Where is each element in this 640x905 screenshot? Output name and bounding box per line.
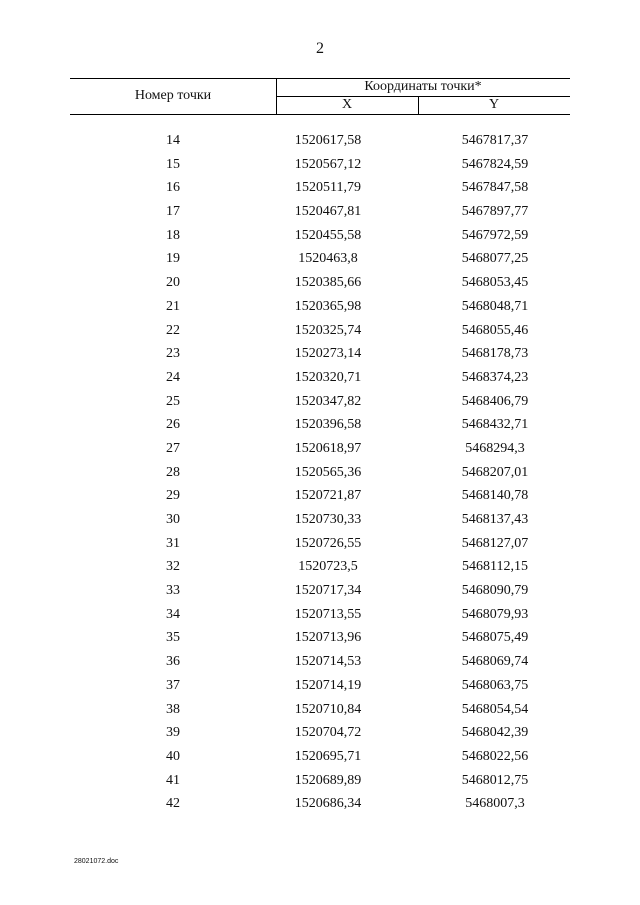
file-name-footer: 28021072.doc [74, 858, 119, 865]
y-coordinate-cell: 5468069,74 [461, 654, 529, 670]
table-row [0, 202, 640, 226]
table-row [0, 486, 640, 510]
y-coordinate-cell: 5468077,25 [461, 251, 529, 267]
point-number-cell: 31 [166, 535, 180, 551]
x-coordinate-cell: 1520565,36 [294, 464, 362, 480]
x-coordinate-cell: 1520689,89 [294, 772, 362, 788]
y-coordinate-cell: 5468022,56 [461, 748, 529, 764]
y-coordinate-cell: 5468112,15 [462, 559, 528, 575]
x-coordinate-cell: 1520710,84 [294, 701, 362, 717]
x-coordinate-cell: 1520721,87 [294, 488, 362, 504]
point-number-cell: 28 [166, 464, 180, 480]
table-row [0, 297, 640, 321]
table-row [0, 652, 640, 676]
table-row [0, 368, 640, 392]
coordinates-table-body [0, 131, 640, 818]
table-row [0, 415, 640, 439]
x-coordinate-cell: 1520347,82 [294, 393, 362, 409]
table-row [0, 249, 640, 273]
x-coordinate-cell: 1520704,72 [294, 725, 362, 741]
y-coordinate-cell: 5468207,01 [461, 464, 529, 480]
point-number-cell: 14 [166, 133, 180, 148]
table-row [0, 155, 640, 179]
table-row [0, 463, 640, 487]
table-row [0, 723, 640, 747]
table-row [0, 131, 640, 155]
x-coordinate-cell: 1520713,55 [294, 606, 362, 622]
x-coordinate-cell: 1520717,34 [294, 583, 362, 599]
table-row [0, 392, 640, 416]
point-number-cell: 37 [166, 677, 180, 693]
x-coordinate-cell: 1520567,12 [294, 156, 362, 172]
y-coordinate-cell: 5468406,79 [461, 393, 529, 409]
point-number-cell: 22 [166, 322, 180, 338]
y-coordinate-cell: 5468007,3 [465, 796, 525, 812]
x-coordinate-cell: 1520325,74 [294, 322, 362, 338]
table-row [0, 676, 640, 700]
y-coordinate-cell: 5468374,23 [461, 369, 529, 385]
page-number: 2 [316, 40, 324, 57]
x-coordinate-cell: 1520463,8 [298, 251, 358, 267]
table-row [0, 581, 640, 605]
table-row [0, 178, 640, 202]
point-number-cell: 23 [166, 346, 180, 362]
point-number-cell: 40 [166, 748, 180, 764]
y-coordinate-cell: 5468079,93 [461, 606, 529, 622]
y-coordinate-cell: 5467847,58 [461, 180, 529, 196]
point-number-cell: 33 [166, 583, 180, 599]
y-coordinate-cell: 5468432,71 [461, 417, 529, 433]
y-column-header: Y [488, 97, 500, 112]
y-coordinate-cell: 5468137,43 [461, 512, 529, 527]
point-number-cell: 30 [166, 512, 180, 527]
point-number-cell: 16 [166, 180, 180, 196]
point-number-cell: 39 [166, 725, 180, 741]
x-coordinate-cell: 1520686,34 [294, 796, 362, 812]
y-coordinate-cell: 5467972,59 [461, 227, 529, 243]
point-number-cell: 34 [166, 606, 180, 622]
table-row [0, 605, 640, 629]
x-column-header: X [341, 97, 353, 112]
point-number-cell: 35 [166, 630, 180, 646]
y-coordinate-cell: 5468063,75 [461, 677, 529, 693]
x-coordinate-cell: 1520714,53 [294, 654, 362, 670]
x-coordinate-cell: 1520726,55 [294, 535, 362, 551]
y-coordinate-cell: 5468294,3 [465, 440, 525, 456]
point-number-cell: 18 [166, 227, 180, 243]
x-coordinate-cell: 1520365,98 [294, 298, 362, 314]
table-row [0, 771, 640, 795]
point-number-cell: 38 [166, 701, 180, 717]
x-coordinate-cell: 1520385,66 [294, 275, 362, 291]
point-number-cell: 15 [166, 156, 180, 172]
y-coordinate-cell: 5468055,46 [461, 322, 529, 338]
point-number-cell: 41 [166, 772, 180, 788]
table-row [0, 534, 640, 558]
x-coordinate-cell: 1520320,71 [294, 369, 362, 385]
y-coordinate-cell: 5468048,71 [461, 298, 529, 314]
table-row [0, 700, 640, 724]
point-number-cell: 24 [166, 369, 180, 385]
x-coordinate-cell: 1520713,96 [294, 630, 362, 646]
x-coordinate-cell: 1520618,97 [294, 440, 362, 456]
y-coordinate-cell: 5467824,59 [461, 156, 529, 172]
point-number-header: Номер точки [134, 88, 212, 103]
table-row [0, 439, 640, 463]
point-number-cell: 32 [166, 559, 180, 575]
table-row [0, 557, 640, 581]
coordinates-header: Координаты точки* [364, 79, 482, 94]
y-coordinate-cell: 5468075,49 [461, 630, 529, 646]
x-coordinate-cell: 1520617,58 [294, 133, 362, 148]
point-number-cell: 17 [166, 204, 180, 220]
table-row [0, 273, 640, 297]
point-number-cell: 19 [166, 251, 180, 267]
x-coordinate-cell: 1520695,71 [294, 748, 362, 764]
table-row [0, 747, 640, 771]
y-coordinate-cell: 5468054,54 [461, 701, 529, 717]
y-coordinate-cell: 5468090,79 [461, 583, 529, 599]
header-bottom-rule [70, 114, 570, 115]
x-coordinate-cell: 1520467,81 [294, 204, 362, 220]
table-row [0, 344, 640, 368]
y-coordinate-cell: 5468042,39 [461, 725, 529, 741]
x-coordinate-cell: 1520396,58 [294, 417, 362, 433]
table-row [0, 321, 640, 345]
y-coordinate-cell: 5468140,78 [461, 488, 529, 504]
table-row [0, 510, 640, 534]
point-number-cell: 21 [166, 298, 180, 314]
x-coordinate-cell: 1520714,19 [294, 677, 362, 693]
point-number-cell: 26 [166, 417, 180, 433]
y-coordinate-cell: 5467897,77 [461, 204, 529, 220]
point-number-cell: 42 [166, 796, 180, 812]
y-coordinate-cell: 5468012,75 [461, 772, 529, 788]
table-row [0, 794, 640, 818]
y-coordinate-cell: 5468127,07 [461, 535, 529, 551]
x-coordinate-cell: 1520273,14 [294, 346, 362, 362]
y-coordinate-cell: 5468178,73 [461, 346, 529, 362]
x-coordinate-cell: 1520511,79 [295, 180, 361, 196]
y-coordinate-cell: 5468053,45 [461, 275, 529, 291]
x-coordinate-cell: 1520723,5 [298, 559, 358, 575]
point-number-cell: 29 [166, 488, 180, 504]
table-row [0, 628, 640, 652]
x-coordinate-cell: 1520455,58 [294, 227, 362, 243]
point-number-cell: 20 [166, 275, 180, 291]
y-coordinate-cell: 5467817,37 [461, 133, 529, 148]
point-number-cell: 27 [166, 440, 180, 456]
x-coordinate-cell: 1520730,33 [294, 512, 362, 527]
point-number-cell: 36 [166, 654, 180, 670]
point-number-cell: 25 [166, 393, 180, 409]
table-row [0, 226, 640, 250]
